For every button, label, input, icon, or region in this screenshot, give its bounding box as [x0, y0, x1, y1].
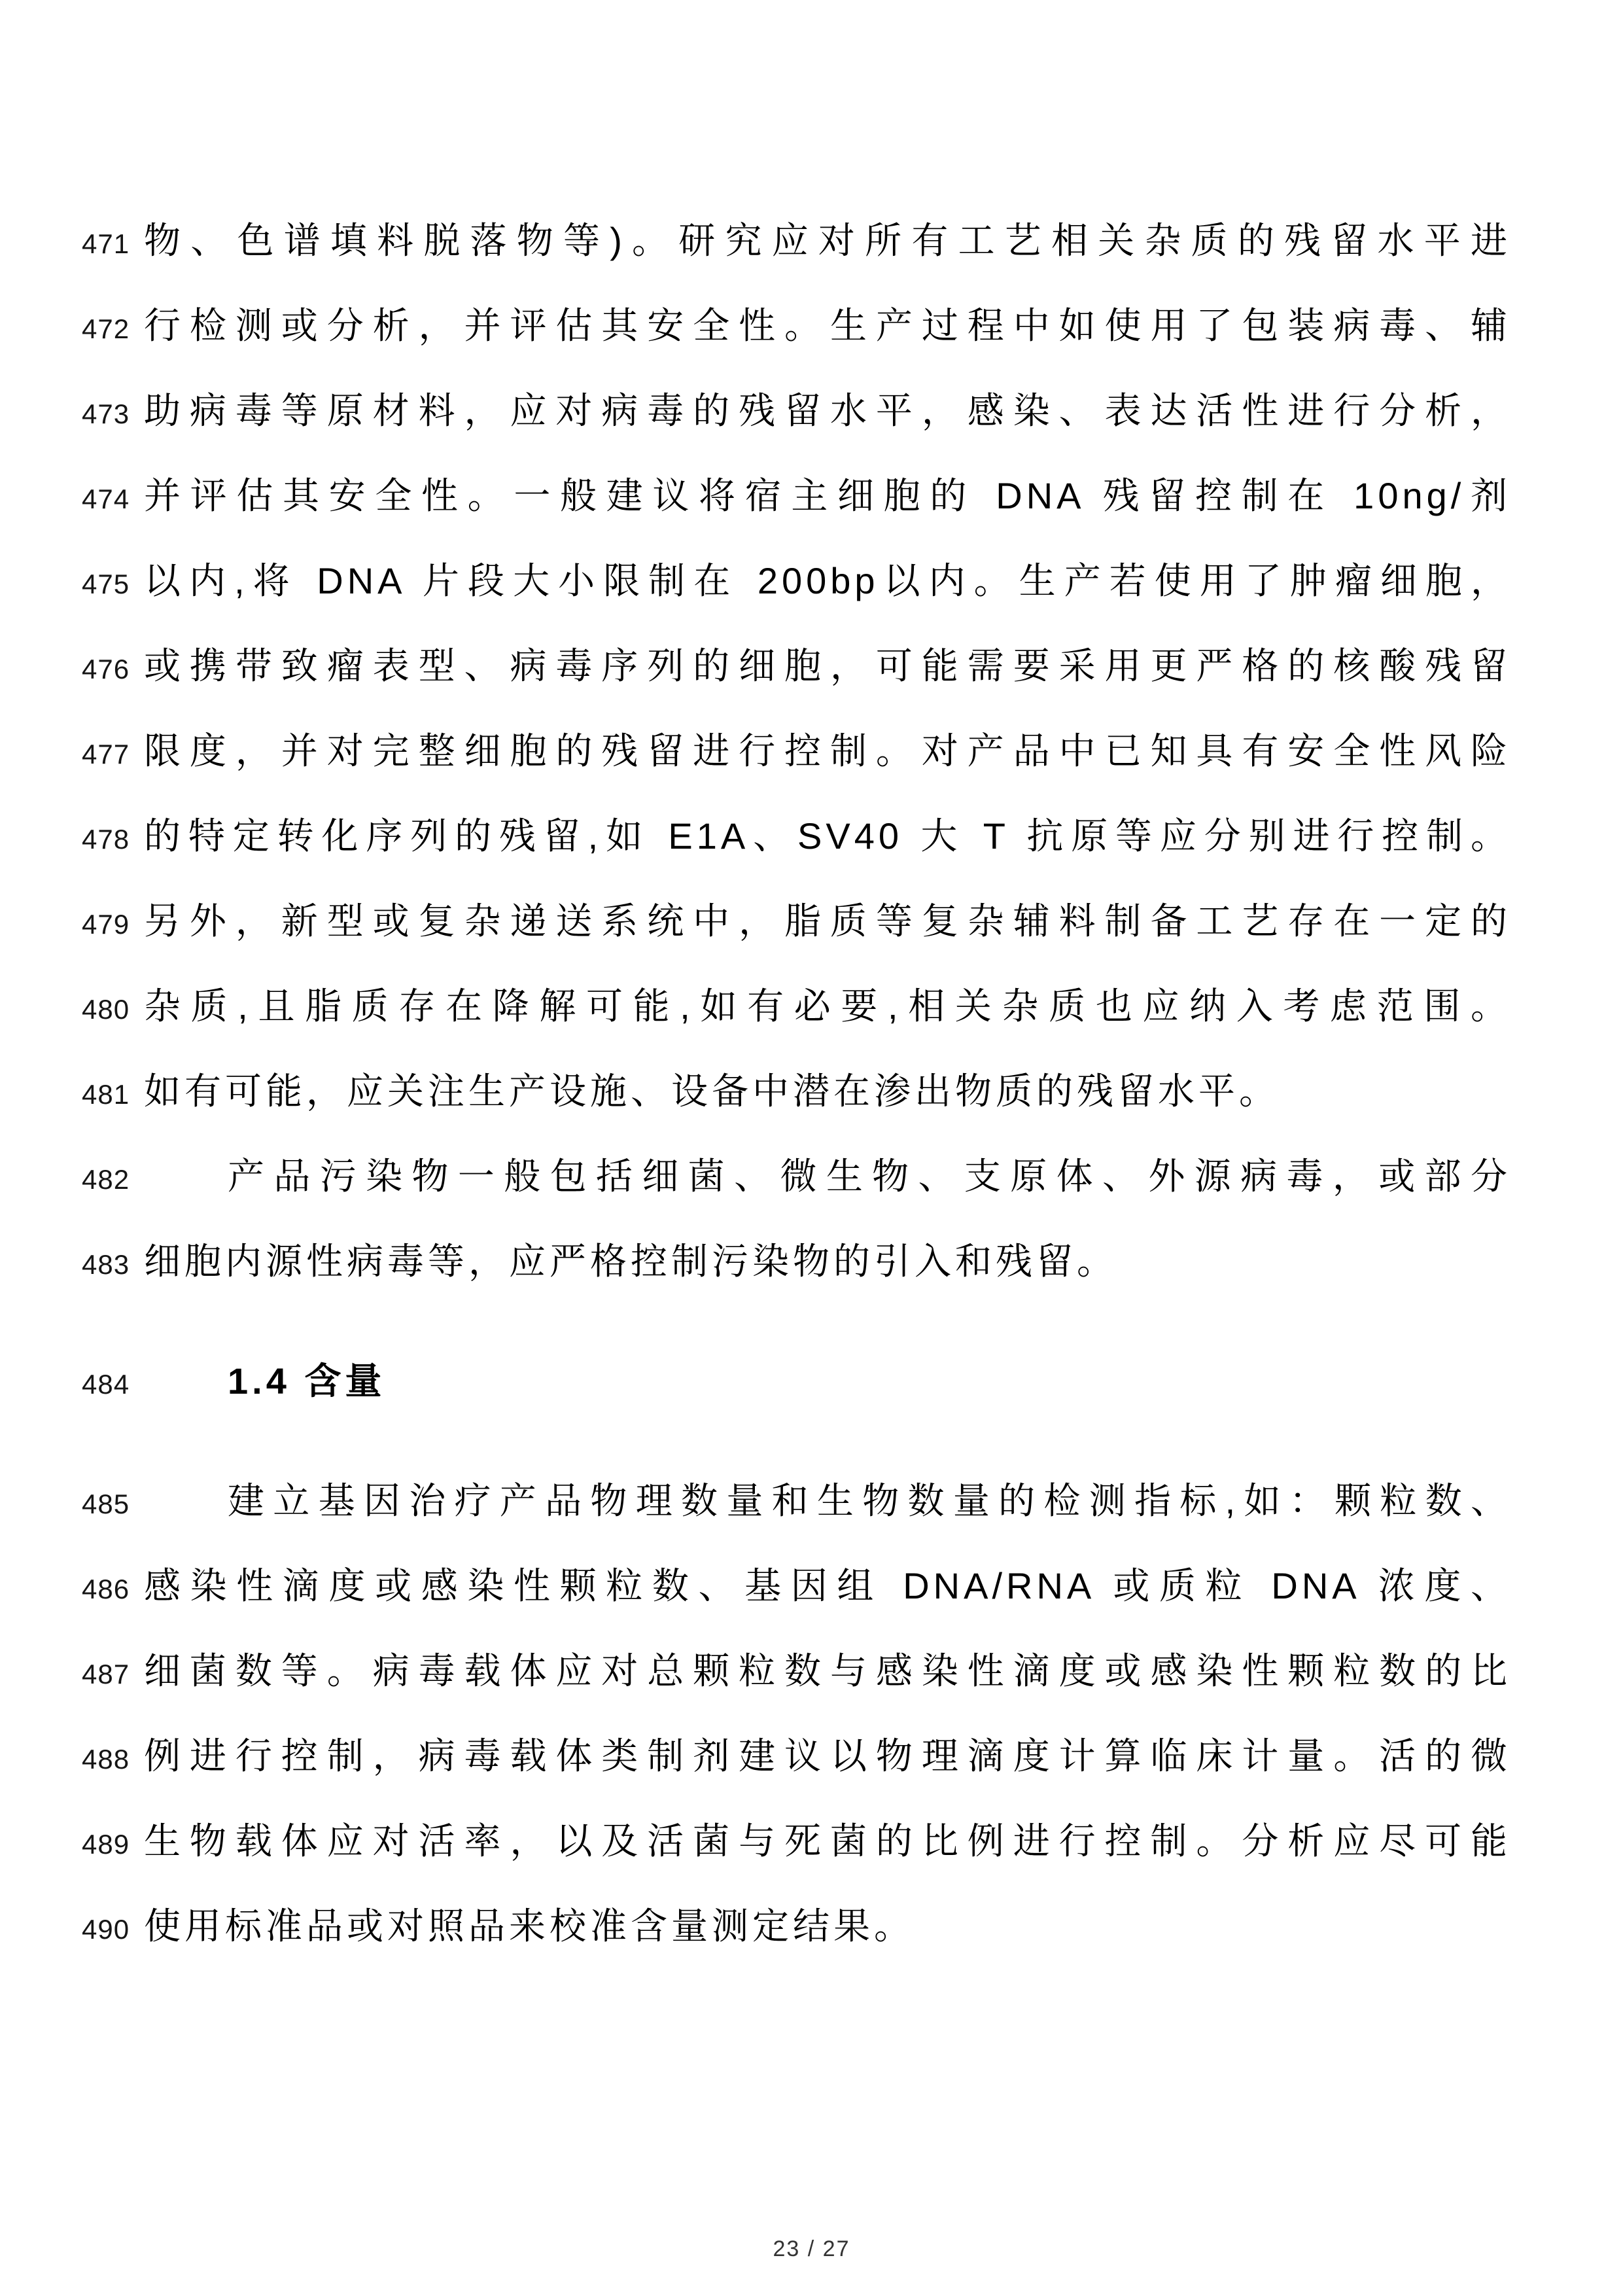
line-text: 并评估其安全性。一般建议将宿主细胞的 DNA 残留控制在 10ng/剂: [144, 475, 1511, 516]
section-heading-text: 1.4 含量: [228, 1360, 386, 1402]
text-line: [82, 879, 1511, 964]
text-line: [82, 794, 1511, 879]
text-line: [82, 283, 1511, 368]
line-number: 490: [82, 1914, 130, 1945]
line-text: 感染性滴度或感染性颗粒数、基因组 DNA/RNA 或质粒 DNA 浓度、: [144, 1565, 1511, 1606]
text-line: [82, 624, 1511, 709]
line-number: 476: [82, 654, 130, 684]
line-text: 助病毒等原材料，应对病毒的残留水平，感染、表达活性进行分析，: [144, 390, 1511, 431]
line-number: 474: [82, 484, 130, 514]
line-text: 如有可能，应关注生产设施、设备中潜在渗出物质的残留水平。: [144, 1070, 1280, 1112]
line-text: 细菌数等。病毒载体应对总颗粒数与感染性滴度或感染性颗粒数的比: [144, 1650, 1511, 1691]
text-line: [82, 964, 1511, 1049]
line-text: 产品污染物一般包括细菌、微生物、支原体、外源病毒，或部分: [228, 1156, 1511, 1197]
line-text: 限度，并对完整细胞的残留进行控制。对产品中已知具有安全性风险: [144, 730, 1511, 771]
line-number: 478: [82, 824, 130, 855]
text-line: [82, 1544, 1511, 1629]
line-text: 以内,将 DNA 片段大小限制在 200bp以内。生产若使用了肿瘤细胞，: [144, 560, 1511, 601]
line-text: 另外，新型或复杂递送系统中，脂质等复杂辅料制备工艺存在一定的: [144, 900, 1511, 942]
text-line: [82, 1134, 1511, 1219]
line-text: 的特定转化序列的残留,如 E1A、SV40 大 T 抗原等应分别进行控制。: [144, 815, 1511, 857]
text-line: [82, 1629, 1511, 1714]
line-number: 475: [82, 569, 130, 599]
text-line: [82, 1219, 1511, 1304]
document-body: [82, 198, 1511, 1969]
line-number: 486: [82, 1574, 130, 1604]
text-line: [82, 1884, 1511, 1969]
line-text: 建立基因治疗产品物理数量和生物数量的检测指标,如：颗粒数、: [228, 1480, 1511, 1521]
line-number: 472: [82, 313, 130, 344]
line-number: 483: [82, 1249, 130, 1280]
text-line: [82, 709, 1511, 794]
page-number: 23 / 27: [773, 2236, 850, 2261]
line-number: 484: [82, 1369, 130, 1400]
line-text: 例进行控制，病毒载体类制剂建议以物理滴度计算临床计量。活的微: [144, 1735, 1511, 1776]
text-line: [82, 1458, 1511, 1544]
line-text: 使用标准品或对照品来校准含量测定结果。: [144, 1905, 915, 1947]
text-line: [82, 1049, 1511, 1134]
line-number: 481: [82, 1079, 130, 1110]
text-line: [82, 198, 1511, 283]
line-number: 480: [82, 994, 130, 1025]
section-heading: [82, 1339, 1511, 1424]
line-text: 生物载体应对活率，以及活菌与死菌的比例进行控制。分析应尽可能: [144, 1820, 1511, 1862]
text-line: [82, 453, 1511, 539]
line-number: 471: [82, 228, 130, 259]
line-number: 473: [82, 398, 130, 429]
line-number: 477: [82, 739, 130, 769]
text-line: [82, 539, 1511, 624]
line-number: 488: [82, 1744, 130, 1775]
line-number: 487: [82, 1659, 130, 1689]
line-text: 杂质,且脂质存在降解可能,如有必要,相关杂质也应纳入考虑范围。: [144, 985, 1511, 1027]
line-text: 行检测或分析，并评估其安全性。生产过程中如使用了包装病毒、辅: [144, 305, 1511, 346]
line-number: 482: [82, 1164, 130, 1195]
text-line: [82, 1799, 1511, 1884]
text-line: [82, 368, 1511, 453]
line-number: 485: [82, 1489, 130, 1519]
line-number: 489: [82, 1829, 130, 1860]
text-line: [82, 1714, 1511, 1799]
line-number: 479: [82, 909, 130, 940]
line-text: 细胞内源性病毒等，应严格控制污染物的引入和残留。: [144, 1241, 1117, 1282]
line-text: 或携带致瘤表型、病毒序列的细胞，可能需要采用更严格的核酸残留: [144, 645, 1511, 686]
line-text: 物、色谱填料脱落物等)。研究应对所有工艺相关杂质的残留水平进: [144, 220, 1511, 261]
